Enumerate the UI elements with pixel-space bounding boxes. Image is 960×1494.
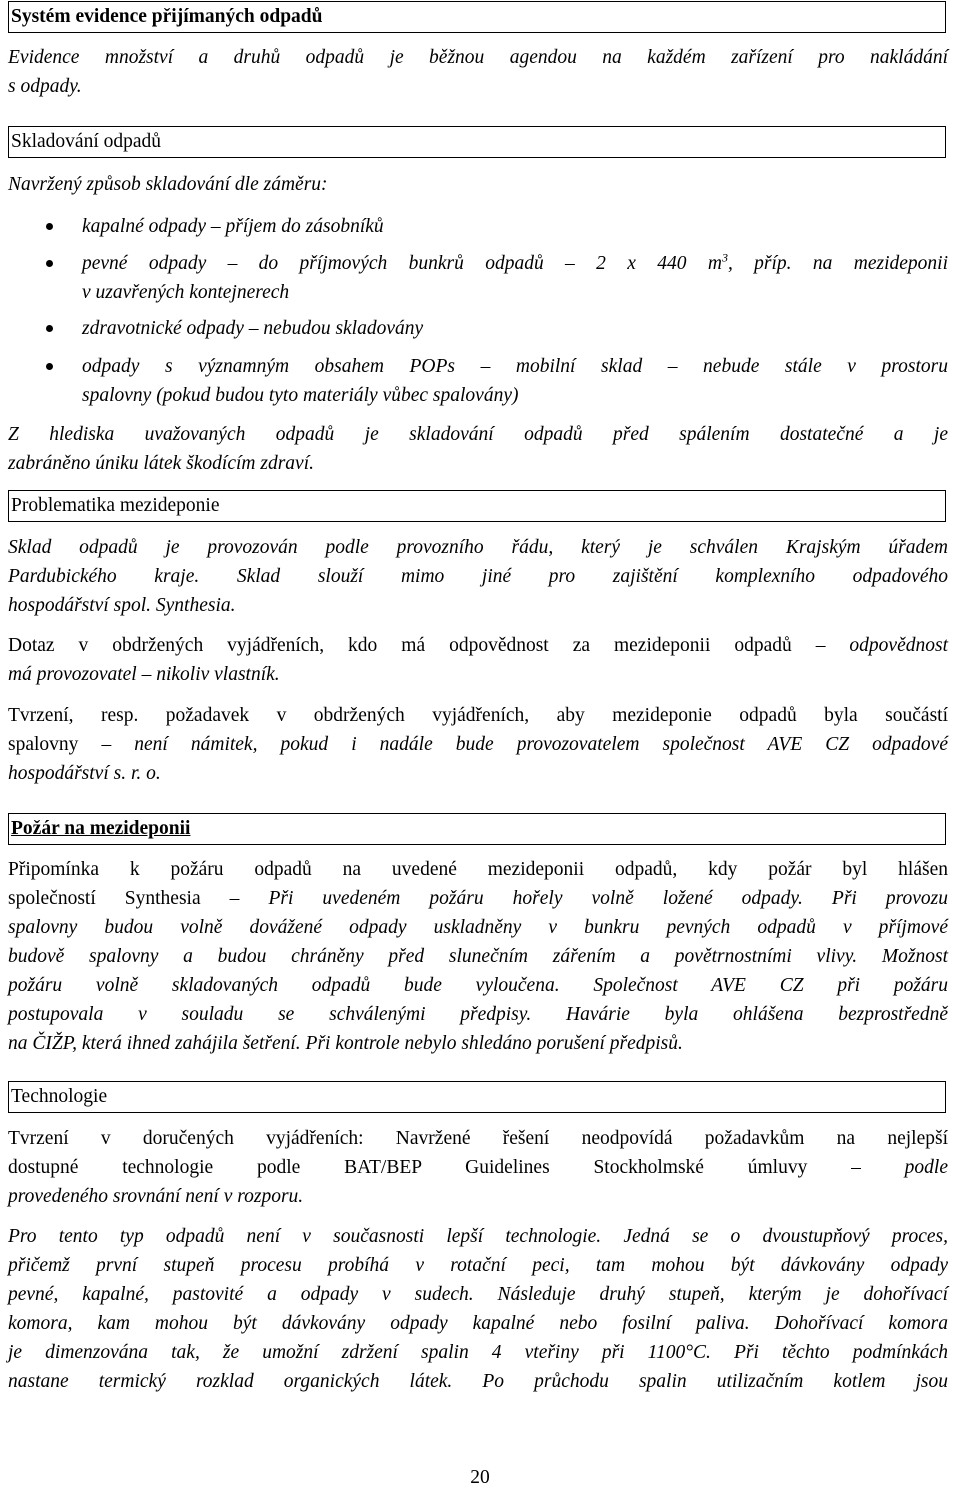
text-segment: podle: [904, 1157, 948, 1178]
section-heading-interim-storage: [8, 490, 946, 522]
text-line: [82, 249, 948, 278]
heading-text: Skladování odpadů: [11, 131, 162, 152]
text-line: [8, 1153, 948, 1182]
section-heading-storage: [8, 126, 946, 158]
section-heading-fire: [8, 813, 946, 845]
text-segment: společností Synthesia –: [8, 888, 269, 909]
heading-text: Systém evidence přijímaných odpadů: [11, 6, 323, 27]
text-line: Sklad odpadů je provozován podle provozního řádu, který je schválen Krajským úřadem: [8, 537, 948, 558]
paragraph-operating-rules: [8, 533, 948, 620]
text-line: odpady s významným obsahem POPs – mobilní sklad – nebude stále v prostoru: [82, 356, 948, 377]
text-line: Tvrzení v doručených vyjádřeních: Navržené řešení neodpovídá požadavkům na nejlepší: [8, 1128, 948, 1149]
text-line: spalovny (pokud budou tyto materiály vůbec spalovány): [82, 385, 519, 406]
superscript: 3: [721, 250, 728, 265]
text-segment: odpovědnost: [849, 635, 948, 656]
text-line: je dimenzována tak, že umožní zdržení spalin 4 vteřiny při 1100°C. Při těchto podmínkách: [8, 1342, 948, 1363]
bullet-icon: [46, 260, 53, 267]
text-line: Pardubického kraje. Sklad slouží mimo jiné pro zajištění komplexního odpadového: [8, 566, 948, 587]
bullet-icon: [46, 325, 53, 332]
text-line: v uzavřených kontejnerech: [82, 282, 290, 303]
text-line: postupovala v souladu se schválenými předpisy. Havárie byla ohlášena bezprostředně: [8, 1004, 948, 1025]
heading-text: Technologie: [11, 1086, 108, 1107]
text-line: na ČIŽP, která ihned zahájila šetření. Při kontrole nebylo shledáno porušení předpisů.: [8, 1033, 683, 1054]
text-line: [8, 884, 948, 913]
text-segment: není námitek, pokud i nadále bude provozovatelem společnost AVE CZ odpadové: [134, 734, 948, 755]
text-line: nastane termický rozklad organických látek. Po průchodu spalin utilizačním kotlem jsou: [8, 1371, 948, 1392]
heading-text: Problematika mezideponie: [11, 495, 220, 516]
text-line: Připomínka k požáru odpadů na uvedené mezideponii odpadů, kdy požár byl hlášen: [8, 859, 948, 880]
text-line: zdravotnické odpady – nebudou skladovány: [82, 318, 424, 339]
paragraph-technology-claim: [8, 1124, 948, 1211]
text-segment: spalovny –: [8, 734, 135, 755]
text-line: spalovny budou volně dovážené odpady uskladněny v bunkru pevných odpadů v příjmové: [8, 917, 948, 938]
paragraph-claim: [8, 701, 948, 788]
text-line: požáru volně skladovaných odpadů bude vyloučena. Společnost AVE CZ při požáru: [8, 975, 948, 996]
section-heading-technology: [8, 1081, 946, 1113]
text-line: komora, kam mohou být dávkovány odpady kapalné nebo fosilní paliva. Dohořívací komora: [8, 1313, 948, 1334]
paragraph-storage-conclusion: [8, 420, 948, 478]
list-item: [82, 212, 948, 241]
text-line: s odpady.: [8, 76, 82, 97]
text-line: kapalné odpady – příjem do zásobníků: [82, 216, 384, 237]
bullet-icon: [46, 363, 53, 370]
list-item: [82, 314, 948, 343]
paragraph-fire: [8, 855, 948, 1058]
text-line: provedeného srovnání není v rozporu.: [8, 1186, 304, 1207]
heading-text: Požár na mezideponii: [11, 818, 191, 839]
text-line: Navržený způsob skladování dle záměru:: [8, 174, 328, 195]
text-line: přičemž první stupeň procesu probíhá v rotační peci, tam mohou být dávkovány odpady: [8, 1255, 948, 1276]
section-heading-waste-evidence: [8, 1, 946, 33]
page-number: 20: [470, 1467, 490, 1488]
text-segment: pevné odpady – do příjmových bunkrů odpadů – 2 x 440 m: [82, 253, 722, 274]
text-line: zabráněno úniku látek škodícím zdraví.: [8, 453, 314, 474]
text-line: pevné, kapalné, pastovité a odpady v sudech. Následuje druhý stupeň, kterým je dohořívací: [8, 1284, 948, 1305]
text-line: Tvrzení, resp. požadavek v obdržených vyjádřeních, aby mezideponie odpadů byla součástí: [8, 705, 948, 726]
text-segment: Při uvedeném požáru hořely volně ložené odpady. Při provozu: [268, 888, 948, 909]
text-line: hospodářství s. r. o.: [8, 763, 161, 784]
text-line: [8, 631, 948, 660]
list-item: [82, 249, 948, 307]
bullet-icon: [46, 223, 53, 230]
text-line: Z hlediska uvažovaných odpadů je skladování odpadů před spálením dostatečné a je: [8, 424, 948, 445]
paragraph-responsibility: [8, 631, 948, 689]
list-item: [82, 352, 948, 410]
text-segment: Dotaz v obdržených vyjádřeních, kdo má odpovědnost za mezideponii odpadů –: [8, 635, 850, 656]
text-line: Evidence množství a druhů odpadů je běžnou agendou na každém zařízení pro nakládání: [8, 47, 948, 68]
text-line: budově spalovny a budou chráněny před slunečním zářením a povětrnostními vlivy. Možnost: [8, 946, 948, 967]
text-segment: , příp. na mezideponii: [727, 253, 948, 274]
paragraph-technology-description: [8, 1222, 948, 1396]
storage-intro: [8, 170, 948, 199]
text-line: [8, 730, 948, 759]
text-segment: dostupné technologie podle BAT/BEP Guidelines Stockholmské úmluvy –: [8, 1157, 905, 1178]
text-line: má provozovatel – nikoliv vlastník.: [8, 664, 280, 685]
text-line: hospodářství spol. Synthesia.: [8, 595, 236, 616]
text-line: Pro tento typ odpadů není v současnosti lepší technologie. Jedná se o dvoustupňový proces,: [8, 1226, 948, 1247]
paragraph-evidence: [8, 43, 948, 101]
